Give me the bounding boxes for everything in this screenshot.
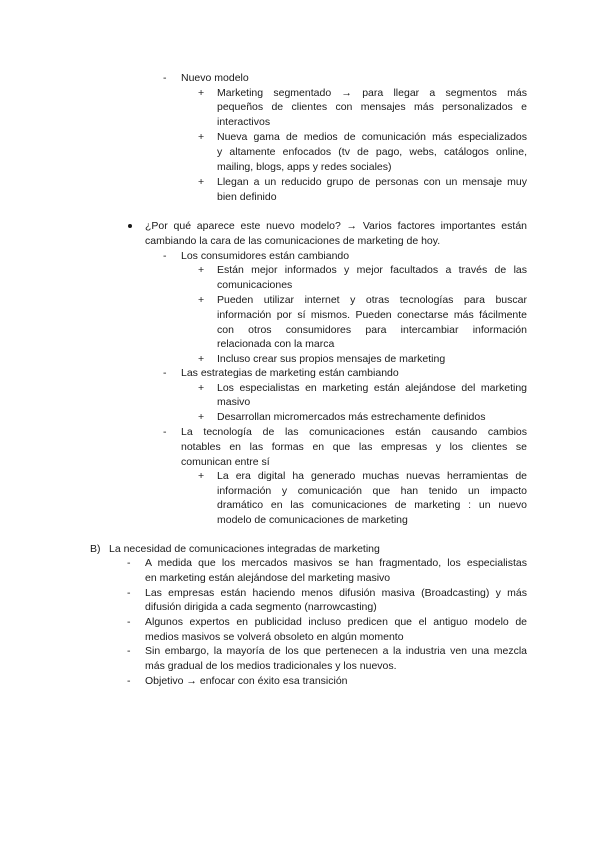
text-line: Llegan a un reducido grupo de personas con un mensaje muy [217,176,527,188]
tecnologia-heading: La tecnología de las comunicaciones están causando cambios [181,426,527,438]
text-line: Los especialistas en marketing están alejándose del marketing [217,382,527,394]
text-line: notables en las formas en que las empresas y los clientes se [181,441,527,453]
text-line: Marketing segmentado → para llegar a segmentos más [217,87,527,99]
plus-marker: + [198,294,205,306]
text-line: Algunos expertos en publicidad incluso predicen que el antiguo modelo de [145,616,527,628]
dash-marker: - [127,645,131,657]
text-line: A medida que los mercados masivos se han fragmentado, los especialistas [145,557,527,569]
text-line: ¿Por qué aparece este nuevo modelo? → Varios factores importantes están [145,220,527,232]
text-line: interactivos [217,116,271,128]
text-line: con otros consumidores para intercambiar información [217,324,527,336]
text-line: y altamente enfocados (tv de pago, webs, catálogos online, [217,146,527,158]
plus-marker: + [198,264,205,276]
text-line: pequeños de clientes con mensajes más personalizados e [217,101,527,113]
text-line: modelo de comunicaciones de marketing [217,514,408,526]
plus-marker: + [198,131,205,143]
plus-marker: + [198,87,205,99]
text-line: La era digital ha generado muchas nuevas herramientas de [217,470,527,482]
dash-marker: - [163,367,167,379]
plus-marker: + [198,176,205,188]
text-line: bien definido [217,191,277,203]
plus-marker: + [198,470,205,482]
dash-marker: - [163,72,167,84]
text-line: información y comunicación que han tenido un impacto [217,485,527,497]
text-line: Incluso crear sus propios mensajes de marketing [217,353,446,365]
estrategias-heading: Las estrategias de marketing están cambiando [181,367,399,379]
section-b-marker: B) [90,543,101,555]
dash-marker: - [127,675,131,687]
text-line: mailing, blogs, apps y redes sociales) [217,161,392,173]
text-line: cambiando la cara de las comunicaciones de marketing de hoy. [145,235,441,247]
dash-marker: - [127,587,131,599]
text-line: Las empresas están haciendo menos difusión masiva (Broadcasting) y más [145,587,527,599]
text-line: relacionada con la marca [217,338,335,350]
text-line: Objetivo → enfocar con éxito esa transición [145,675,348,687]
text-line: información por sí mismos. Pueden conectarse más fácilmente [217,309,527,321]
plus-marker: + [198,382,205,394]
text-line: medios masivos se volverá obsoleto en algún momento [145,631,404,643]
text-line: Sin embargo, la mayoría de los que pertenecen a la industria ven una mezcla [145,645,527,657]
text-line: comunican entre sí [181,456,270,468]
text-line: comunicaciones [217,279,293,291]
plus-marker: + [198,411,205,423]
dash-marker: - [127,616,131,628]
dash-marker: - [163,426,167,438]
consumidores-heading: Los consumidores están cambiando [181,250,350,262]
bullet-icon [128,224,132,228]
text-line: en marketing están alejándose del marketing masivo [145,572,391,584]
text-line: Pueden utilizar internet y otras tecnologías para buscar [217,294,527,306]
text-line: dramático en las comunicaciones de marketing : un nuevo [217,499,527,511]
text-line: Desarrollan micromercados más estrechamente definidos [217,411,486,423]
section-b-heading: La necesidad de comunicaciones integradas de marketing [109,543,380,555]
text-line: Nueva gama de medios de comunicación más especializados [217,131,527,143]
text-line: más gradual de los medios tradicionales y los nuevos. [145,660,397,672]
dash-marker: - [127,557,131,569]
text-line: masivo [217,396,251,408]
text-line: Están mejor informados y mejor facultados a través de las [217,264,527,276]
dash-marker: - [163,250,167,262]
nuevo-modelo-heading: Nuevo modelo [181,72,249,84]
text-line: difusión dirigida a cada segmento (narrowcasting) [145,601,377,613]
plus-marker: + [198,353,205,365]
